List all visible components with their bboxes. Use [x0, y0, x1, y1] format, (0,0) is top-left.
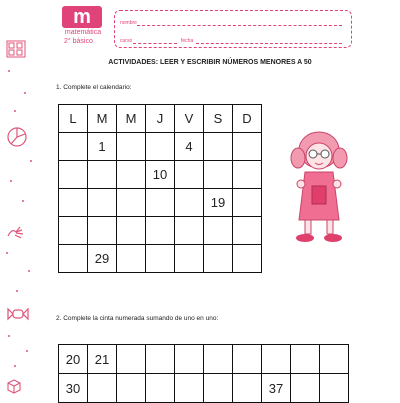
candy-icon [6, 306, 30, 322]
tape-cell[interactable] [204, 374, 233, 403]
calendar-cell: 29 [88, 245, 117, 273]
calendar-cell[interactable] [88, 217, 117, 245]
calendar-table [58, 104, 262, 273]
tape-cell[interactable] [233, 374, 262, 403]
calendar-cell[interactable] [88, 189, 117, 217]
calendar-week-row [59, 217, 262, 245]
tape-cell[interactable] [262, 345, 291, 374]
calendar-header-row [59, 105, 262, 133]
date-label: fecha [181, 38, 194, 44]
calendar-day-header: M [117, 105, 146, 133]
tape-cell[interactable] [146, 374, 175, 403]
calendar-cell: 19 [204, 189, 233, 217]
calendar-cell[interactable] [233, 189, 262, 217]
tape-cell: 37 [262, 374, 291, 403]
calendar-cell: 10 [146, 161, 175, 189]
calendar-day-header: M [88, 105, 117, 133]
calendar-cell[interactable] [233, 245, 262, 273]
calendar-cell[interactable] [59, 245, 88, 273]
calendar-day-header: D [233, 105, 262, 133]
date-field[interactable] [196, 43, 342, 44]
tape-cell[interactable] [175, 345, 204, 374]
calendar-cell[interactable] [204, 133, 233, 161]
calendar-week-row [59, 245, 262, 273]
decorative-dot [8, 70, 10, 72]
tape-row [59, 345, 349, 374]
calendar-cell[interactable] [146, 189, 175, 217]
calendar-week-row [59, 161, 262, 189]
calendar-cell: 1 [88, 133, 117, 161]
calendar-cell[interactable] [175, 161, 204, 189]
calendar-cell[interactable] [88, 161, 117, 189]
tape-cell[interactable] [291, 345, 320, 374]
cube-icon [6, 378, 22, 394]
number-tape-table [58, 344, 349, 403]
calendar-cell[interactable] [233, 161, 262, 189]
calendar-cell[interactable] [59, 161, 88, 189]
decorative-dot [14, 110, 16, 112]
calendar-day-header: S [204, 105, 233, 133]
tape-cell[interactable] [146, 345, 175, 374]
calendar-cell[interactable] [146, 217, 175, 245]
girl-illustration [283, 128, 355, 248]
hand-icon [6, 224, 28, 242]
tape-cell[interactable] [117, 374, 146, 403]
activity1-instruction: 1. Complete el calendario: [56, 84, 132, 91]
calendar-cell[interactable] [204, 161, 233, 189]
calendar-cell[interactable] [204, 217, 233, 245]
calendar-cell[interactable] [117, 245, 146, 273]
tape-cell[interactable] [233, 345, 262, 374]
decorative-dot [24, 92, 26, 94]
decorative-dot [26, 350, 28, 352]
decorative-dot [16, 290, 18, 292]
tape-cell[interactable] [175, 374, 204, 403]
calendar-cell: 4 [175, 133, 204, 161]
decorative-dot [10, 180, 12, 182]
calendar-cell[interactable] [117, 189, 146, 217]
tape-row [59, 374, 349, 403]
calendar-day-header: L [59, 105, 88, 133]
calendar-cell[interactable] [146, 245, 175, 273]
page-title: ACTIVIDADES: LEER Y ESCRIBIR NÚMEROS MENORES A 50 [108, 59, 312, 66]
tape-cell[interactable] [88, 374, 117, 403]
calendar-week-row [59, 189, 262, 217]
calendar-week-row [59, 133, 262, 161]
calendar-cell[interactable] [59, 189, 88, 217]
activity2-instruction: 2. Complete la cinta numerada sumando de uno en uno: [56, 315, 219, 322]
calendar-cell[interactable] [233, 133, 262, 161]
tape-cell: 30 [59, 374, 88, 403]
calendar-cell[interactable] [59, 217, 88, 245]
tape-cell[interactable] [320, 345, 349, 374]
calendar-cell[interactable] [204, 245, 233, 273]
subject-logo: m [62, 6, 102, 28]
calendar-cell[interactable] [117, 217, 146, 245]
calendar-cell[interactable] [175, 217, 204, 245]
grade-label: 2° básico [64, 38, 93, 45]
calendar-cell[interactable] [117, 133, 146, 161]
tape-cell[interactable] [320, 374, 349, 403]
subject-label: matemática [64, 29, 102, 36]
calendar-cell[interactable] [233, 217, 262, 245]
tape-cell[interactable] [117, 345, 146, 374]
name-label: nombre [120, 20, 137, 26]
calendar-cell[interactable] [146, 133, 175, 161]
tape-cell: 20 [59, 345, 88, 374]
calendar-cell[interactable] [59, 133, 88, 161]
pie-chart-icon [6, 126, 28, 148]
calendar-cell[interactable] [117, 161, 146, 189]
course-label: curso [120, 38, 133, 44]
decorative-dot [6, 252, 8, 254]
decorative-dot [14, 365, 16, 367]
tape-cell: 21 [88, 345, 117, 374]
calendar-day-header: V [175, 105, 204, 133]
calendar-day-header: J [146, 105, 175, 133]
course-field[interactable] [133, 43, 177, 44]
decorative-dot [28, 270, 30, 272]
decorative-dot [8, 335, 10, 337]
decorative-dot [22, 200, 24, 202]
name-field[interactable] [137, 25, 342, 26]
tape-cell[interactable] [204, 345, 233, 374]
calendar-cell[interactable] [175, 245, 204, 273]
side-decoration-strip [0, 0, 52, 400]
abacus-icon [6, 40, 26, 58]
calendar-cell[interactable] [175, 189, 204, 217]
tape-cell[interactable] [291, 374, 320, 403]
decorative-dot [30, 160, 32, 162]
